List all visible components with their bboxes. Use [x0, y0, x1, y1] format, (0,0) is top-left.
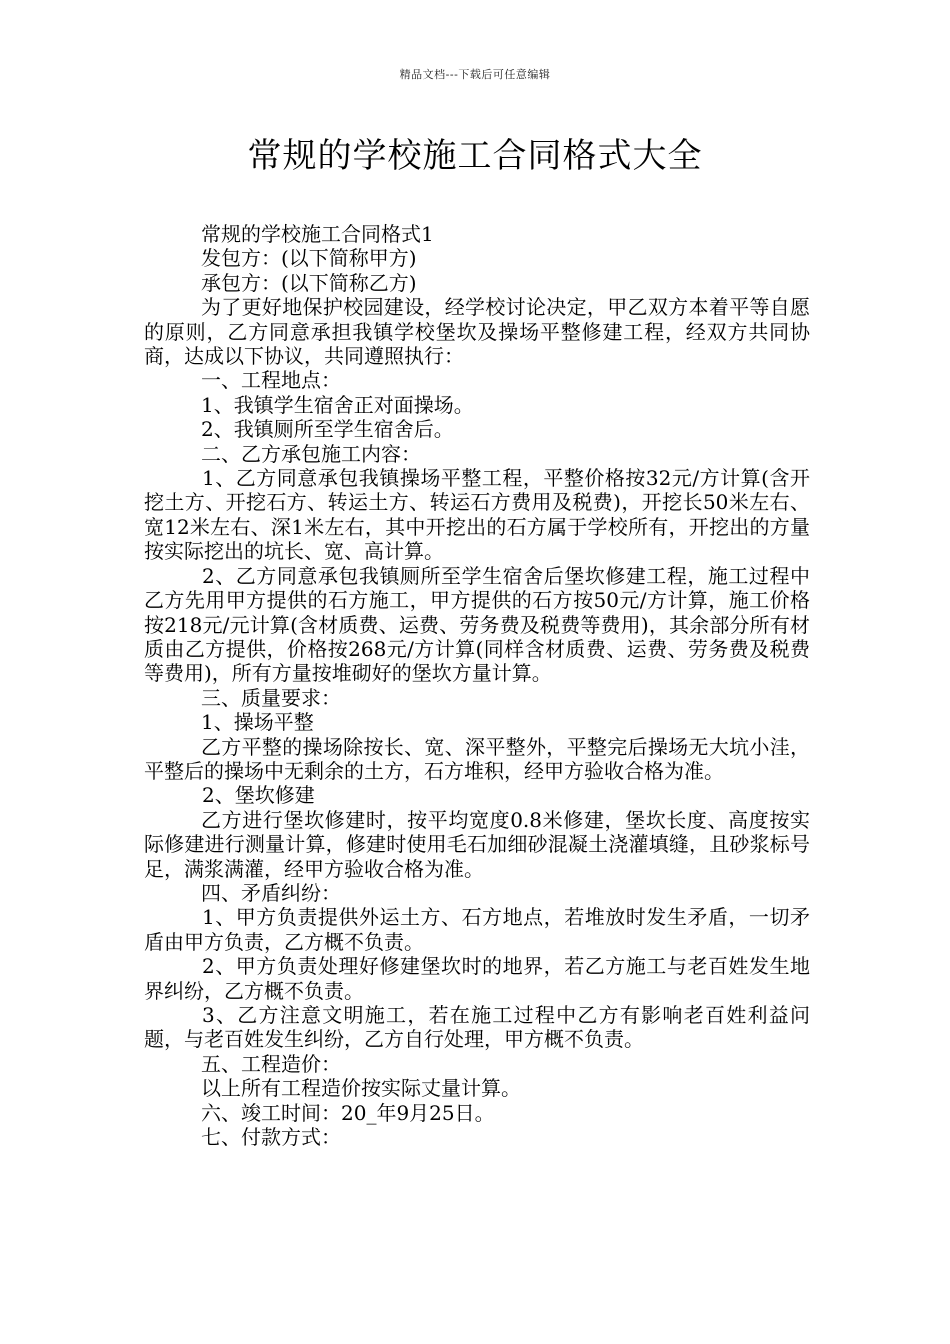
clause-item: 1、我镇学生宿舍正对面操场。 [201, 392, 474, 417]
header-note: 精品文档---下载后可任意编辑 [399, 68, 551, 81]
clause-subheading: 1、操场平整 [201, 710, 314, 735]
clause-item: 乙方进行堡坎修建时，按平均宽度0.8米修建，堡坎长度、高度按实际修建进行测量计算，修建时使用毛石加细砂混凝土浇灌填缝，且砂浆标号足，满浆满灌，经甲方验收合格为准。 [144, 807, 810, 881]
clause-item: 2、乙方同意承包我镇厕所至学生宿舍后堡坎修建工程，施工过程中乙方先用甲方提供的石方施工，甲方提供的石方按50元/方计算，施工价格按218元/元计算(含材质费、运费、劳务费及税费等费用)，其余部分所有材质由乙方提供，价格按268元/方计算(同样含材质费、运费、劳务费及税费等费用)，所有方量按堆砌好的堡坎方量计算。 [144, 563, 810, 686]
clause-item: 1、甲方负责提供外运土方、石方地点，若堆放时发生矛盾，一切矛盾由甲方负责，乙方概不负责。 [144, 905, 810, 954]
document-body [144, 222, 810, 1149]
clause-item: 1、乙方同意承包我镇操场平整工程，平整价格按32元/方计算(含开挖土方、开挖石方、转运土方、转运石方费用及税费)，开挖长50米左右、宽12米左右、深1米左右，其中开挖出的石方属于学校所有，开挖出的方量按实际挖出的坑长、宽、高计算。 [144, 466, 810, 564]
preamble-paragraph: 为了更好地保护校园建设，经学校讨论决定，甲乙双方本着平等自愿的原则，乙方同意承担我镇学校堡坎及操场平整修建工程，经双方共同协商，达成以下协议，共同遵照执行： [144, 295, 810, 369]
clause-heading: 五、工程造价： [201, 1051, 341, 1076]
clause-heading: 四、矛盾纠纷： [201, 880, 341, 905]
clause-heading: 七、付款方式： [201, 1125, 341, 1150]
clause-item: 3、乙方注意文明施工，若在施工过程中乙方有影响老百姓利益问题，与老百姓发生纠纷，乙方自行处理，甲方概不负责。 [144, 1003, 810, 1052]
clause-item: 2、甲方负责处理好修建堡坎时的地界，若乙方施工与老百姓发生地界纠纷，乙方概不负责。 [144, 954, 810, 1003]
clause-heading: 六、竣工时间：20_年9月25日。 [201, 1100, 495, 1125]
clause-item: 2、我镇厕所至学生宿舍后。 [201, 417, 454, 442]
clause-heading: 三、质量要求： [201, 685, 341, 710]
clause-subheading: 2、堡坎修建 [202, 783, 315, 808]
clause-item: 乙方平整的操场除按长、宽、深平整外，平整完后操场无大坑小洼，平整后的操场中无剩余的土方，石方堆积，经甲方验收合格为准。 [144, 734, 810, 783]
section-heading: 常规的学校施工合同格式1 [201, 222, 434, 246]
clause-heading: 一、工程地点： [201, 368, 341, 393]
document-title: 常规的学校施工合同格式大全 [247, 136, 703, 176]
clause-heading: 二、乙方承包施工内容： [201, 441, 421, 466]
party-a-line: 发包方：(以下简称甲方) [201, 246, 417, 271]
clause-item: 以上所有工程造价按实际丈量计算。 [201, 1076, 521, 1101]
party-b-line: 承包方：(以下简称乙方) [201, 270, 417, 295]
